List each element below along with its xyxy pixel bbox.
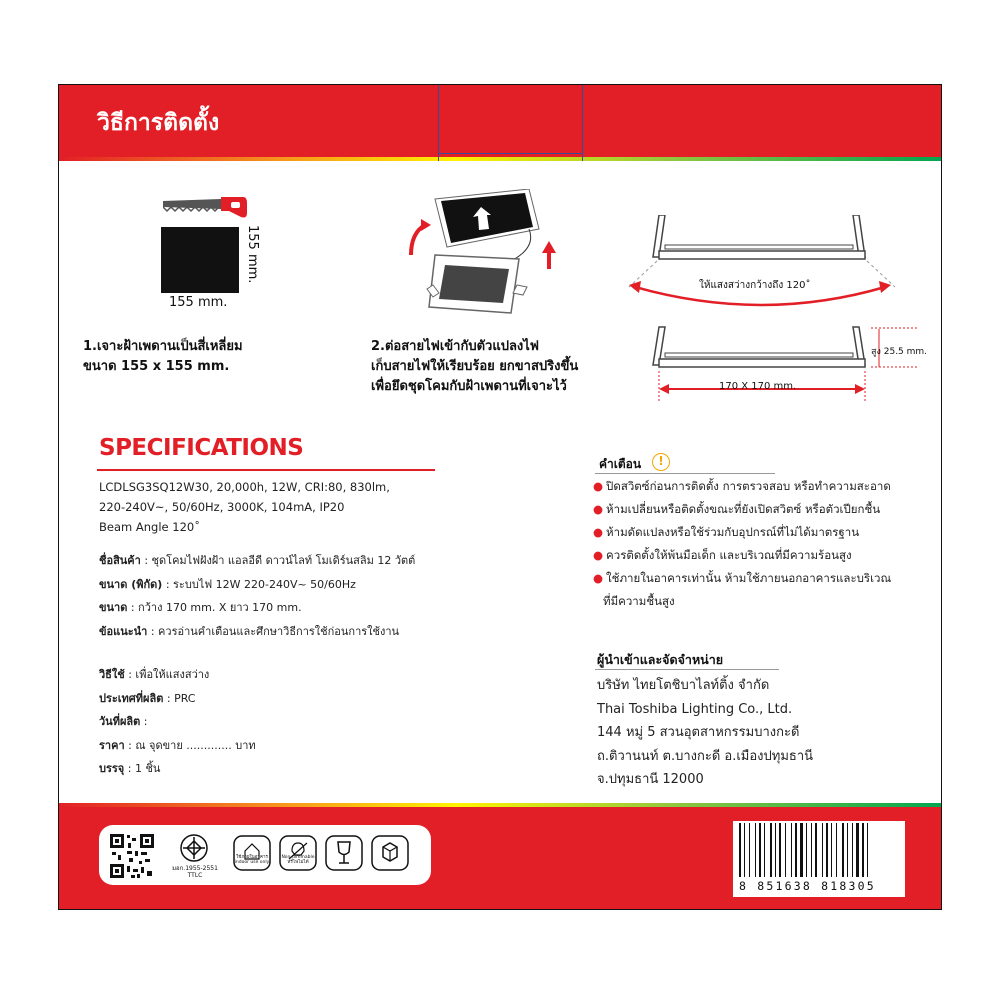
warning-title: คำเตือน	[599, 457, 642, 471]
size-label: 170 X 170 mm.	[719, 381, 797, 392]
tis-mark-icon	[179, 833, 209, 863]
warning-item: ● ห้ามเปลี่ยนหรือติดตั้งขณะที่ยังเปิดสวิตซ์ หรือตัวเปียกชื้น	[593, 502, 881, 516]
specs-underline	[97, 469, 435, 471]
spec-block: LCDLSG3SQ12W30, 20,000h, 12W, CRI:80, 830lm, 220-240V~, 50/60Hz, 3000K, 104mA, IP20 Beam Angle 120˚	[99, 480, 390, 534]
info-row: ขนาด (พิกัด) : ระบบไฟ 12W 220-240V~ 50/60Hz	[99, 577, 356, 591]
header-band	[59, 85, 942, 157]
info-row: ประเทศที่ผลิต : PRC	[99, 691, 196, 705]
dimension-vertical: 155 mm.	[245, 225, 260, 284]
indoor-use-icon	[233, 835, 271, 871]
wiring-illustration	[399, 189, 569, 319]
warning-item: ● ห้ามดัดแปลงหรือใช้ร่วมกับอุปกรณ์ที่ไม่ได้มาตรฐาน	[593, 525, 860, 539]
print-guide-line	[438, 85, 439, 161]
distributor-address: บริษัท ไทยโตชิบาไลท์ติ้ง จำกัด Thai Toshiba Lighting Co., Ltd. 144 หมู่ 5 สวนอุตสาหกรรมบางกะดี ถ.ติวานนท์ ต.บางกะดี อ.เมืองปทุมธานี จ.ปทุมธานี 12000	[597, 678, 814, 787]
non-dimmable-icon	[279, 835, 317, 871]
fragile-icon	[325, 835, 363, 871]
info-row: บรรจุ : 1 ชิ้น	[99, 762, 161, 775]
cutout-square	[161, 227, 239, 293]
qr-code-icon	[109, 833, 155, 879]
print-guide-line	[438, 153, 583, 154]
warning-item: ● ใช้ภายในอาคารเท่านั้น ห้ามใช้ภายนอกอาคารและบริเวณ	[593, 571, 892, 585]
specs-title: SPECIFICATIONS	[99, 435, 304, 461]
beam-spread-label: ให้แสงสว่างกว้างถึง 120˚	[699, 280, 811, 291]
info-row: วันที่ผลิต :	[99, 715, 148, 728]
info-row: ชื่อสินค้า : ชุดโคมไฟฝังฝ้า แอลอีดี ดาวน์ไลท์ โมเดิร์นสลิม 12 วัตต์	[99, 554, 416, 567]
product-info-2	[99, 663, 256, 781]
light-spread-diagram	[619, 215, 919, 405]
warning-list	[593, 475, 891, 613]
warning-item: ● ควรติดตั้งให้พ้นมือเด็ก และบริเวณที่มีความร้อนสูง	[593, 548, 852, 562]
barcode-icon	[733, 821, 905, 879]
warning-item: ● ปิดสวิตซ์ก่อนการติดตั้ง การตรวจสอบ หรือทำความสะอาด	[593, 479, 891, 493]
page-title: วิธีการติดตั้ง	[97, 110, 220, 136]
warning-item-cont: ที่มีความชื้นสูง	[603, 594, 675, 608]
info-row: ขนาด : กว้าง 170 mm. X ยาว 170 mm.	[99, 601, 302, 614]
distributor-underline	[595, 669, 779, 670]
warning-underline	[595, 473, 775, 474]
print-guide-line	[582, 85, 583, 161]
certification-box: มอก.1955-2551 TTLC ใช้ภายในอาคาร indoor use only Non-dimmable หรี่ไฟไม่ได้	[99, 825, 431, 885]
step1-instructions: 1.เจาะฝ้าเพดานเป็นสี่เหลี่ยม ขนาด 155 x 155 mm.	[83, 339, 243, 374]
height-label: สูง 25.5 mm.	[871, 347, 928, 357]
info-row: วิธีใช้ : เพื่อให้แสงสว่าง	[99, 668, 210, 681]
warning-icon: !	[652, 453, 670, 471]
rainbow-stripe-top	[59, 157, 942, 161]
saw-icon	[163, 195, 247, 221]
barcode-number: 8 851638 818305	[739, 879, 876, 893]
step2-instructions: 2.ต่อสายไฟเข้ากับตัวแปลงไฟ เก็บสายไฟให้เรียบร้อย ยกขาสปริงขึ้น เพื่อยึดชุดโคมกับฝ้าเพดานที่เจาะไว้	[371, 339, 579, 394]
dimension-horizontal: 155 mm.	[169, 295, 228, 310]
info-row: ข้อแนะนำ : ควรอ่านคำเตือนและศึกษาวิธีการใช้ก่อนการใช้งาน	[99, 624, 400, 638]
keep-upright-box-icon	[371, 835, 409, 871]
product-info	[99, 549, 415, 643]
package-panel	[58, 84, 942, 910]
distributor-title: ผู้นำเข้าและจัดจำหน่าย	[597, 652, 724, 667]
info-row: ราคา : ณ จุดขาย ............. บาท	[99, 738, 256, 752]
